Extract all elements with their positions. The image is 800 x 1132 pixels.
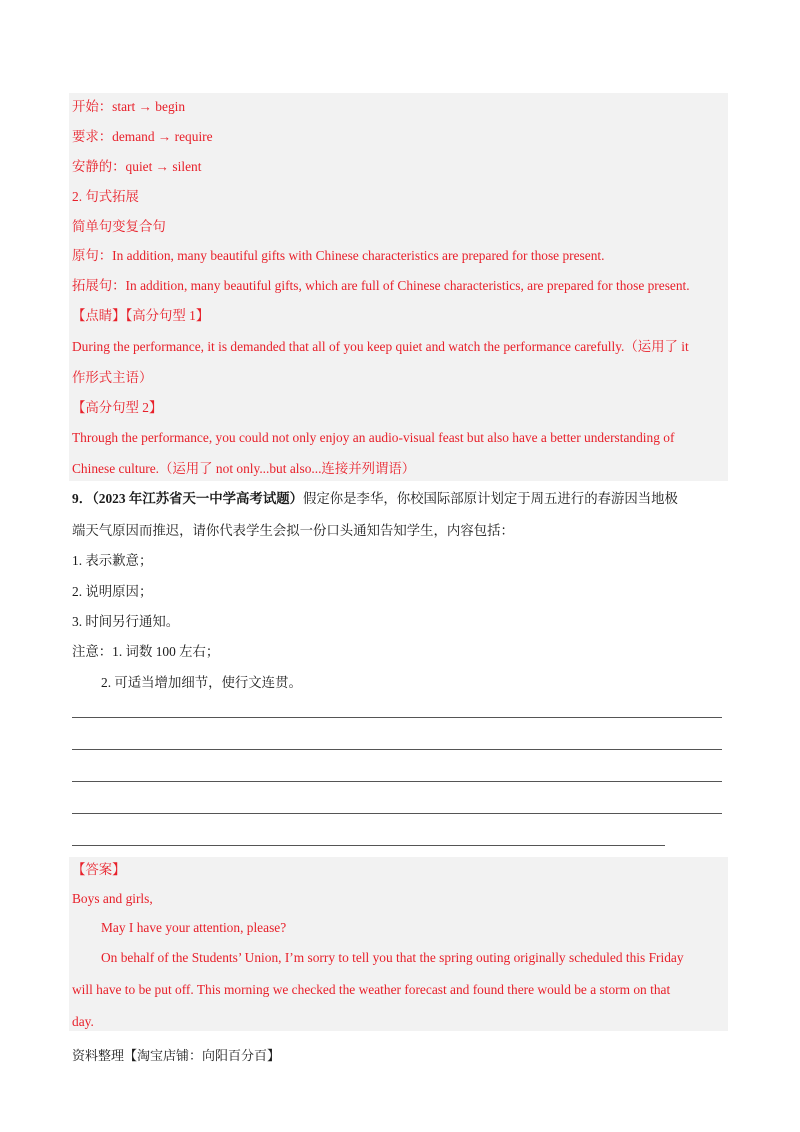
pattern-2-sentence-line2: Chinese culture.（运用了 not only...but also...连接并列谓语） [72,461,416,476]
answer-writing-line[interactable] [72,813,722,814]
answer-heading: 【答案】 [72,862,126,877]
note-line-2: 2. 可适当增加细节，使行文连贯。 [101,675,302,690]
answer-writing-line[interactable] [72,781,722,782]
requirement-point-3: 3. 时间另行通知。 [72,614,180,629]
answer-greeting: Boys and girls, [72,891,153,906]
highlight-pattern-2-heading: 【高分句型 2】 [72,400,163,415]
answer-sentence-4: day. [72,1014,94,1029]
footer-source-note: 资料整理【淘宝店铺：向阳百分百】 [72,1048,281,1063]
question-source: （2023 年江苏省天一中学高考试题） [92,491,303,506]
answer-writing-line[interactable] [72,749,722,750]
answer-writing-line[interactable] [72,845,665,846]
question-number: 9． [72,491,93,506]
synonym-demand-require: 要求：demand → require [72,129,213,144]
synonym-start-begin: 开始：start → begin [72,99,186,114]
answer-writing-line[interactable] [72,717,722,718]
answer-highlight-block [69,857,728,1031]
synonym-quiet-silent: 安静的：quiet → silent [72,159,202,174]
requirement-point-1: 1. 表示歉意； [72,553,153,568]
highlight-pattern-1-heading: 【点睛】【高分句型 1】 [72,308,210,323]
answer-sentence-2: On behalf of the Students’ Union, I’m sorry to tell you that the spring outing originally scheduled this Friday [101,950,684,965]
note-line-1: 注意：1. 词数 100 左右； [72,644,220,659]
expanded-sentence: 拓展句：In addition, many beautiful gifts, which are full of Chinese characteristics, are prepared for those present. [72,278,690,293]
answer-sentence-1: May I have your attention, please? [101,920,287,935]
original-sentence: 原句：In addition, many beautiful gifts with Chinese characteristics are prepared for those present. [72,248,605,263]
pattern-2-sentence-line1: Through the performance, you could not only enjoy an audio-visual feast but also have a better understanding of [72,430,675,445]
answer-sentence-3: will have to be put off. This morning we checked the weather forecast and found there would be a storm on that [72,982,671,997]
question-prompt-part1: 假定你是李华，你校国际部原计划定于周五进行的春游因当地极 [303,491,678,506]
sentence-expansion-heading: 2. 句式拓展 [72,189,139,204]
pattern-1-sentence-line1: During the performance, it is demanded that all of you keep quiet and watch the performance carefully.（运用了 it [72,339,689,354]
simple-to-complex-label: 简单句变复合句 [72,219,166,234]
requirement-point-2: 2. 说明原因； [72,584,153,599]
question-9-line1 [72,489,678,509]
pattern-1-sentence-line2: 作形式主语） [72,370,153,385]
question-prompt-part2: 端天气原因而推迟，请你代表学生会拟一份口头通知告知学生，内容包括： [72,523,514,538]
